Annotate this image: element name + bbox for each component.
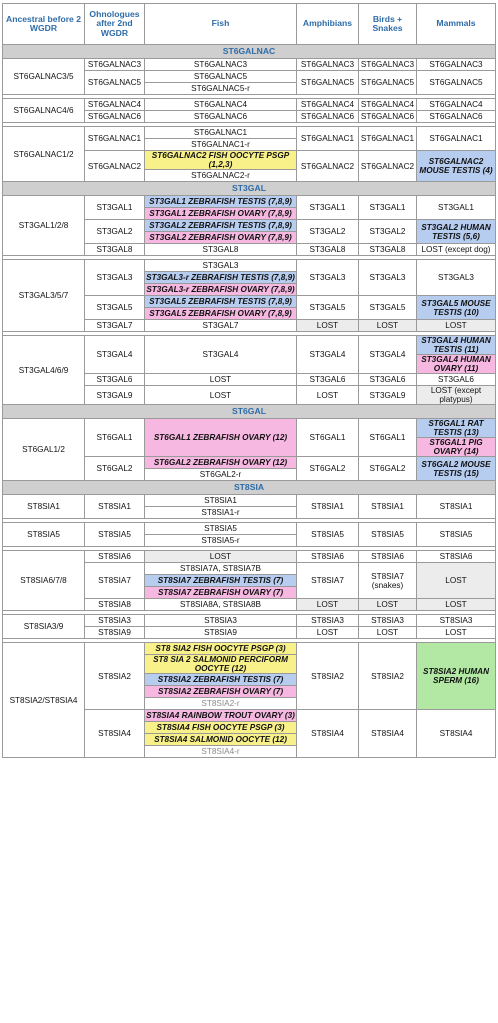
- mammal-cell: ST6GAL1 RAT TESTIS (13): [417, 419, 496, 438]
- bird-cell: ST3GAL4: [359, 336, 417, 374]
- fish-cell: ST8SIA1: [145, 495, 297, 507]
- bird-cell: ST8SIA4: [359, 710, 417, 758]
- ohnolog-cell: ST8SIA2: [85, 643, 145, 710]
- ohnolog-cell: ST3GAL2: [85, 220, 145, 244]
- section-row: [3, 405, 496, 419]
- header-birds-snakes: Birds + Snakes: [359, 4, 417, 45]
- fish-cell: ST8SIA9: [145, 627, 297, 639]
- fish-cell: ST3GAL2 ZEBRAFISH TESTIS (7,8,9): [145, 220, 297, 232]
- header-row: [3, 4, 496, 45]
- gene-table: [2, 3, 496, 758]
- fish-cell: ST8SIA3: [145, 615, 297, 627]
- table-row: [3, 615, 496, 627]
- amphibian-cell: ST3GAL4: [297, 336, 359, 374]
- mammal-cell: LOST (except platypus): [417, 386, 496, 405]
- ohnolog-cell: ST8SIA3: [85, 615, 145, 627]
- fish-cell: ST3GAL4: [145, 336, 297, 374]
- ohnolog-cell: ST6GALNAC5: [85, 71, 145, 95]
- fish-cell: ST8SIA4 RAINBOW TROUT OVARY (3): [146, 711, 295, 721]
- mammal-cell: ST8SIA5: [417, 523, 496, 547]
- amphibian-cell: ST3GAL1: [297, 196, 359, 220]
- fish-cell: LOST: [145, 551, 297, 563]
- bird-cell: ST8SIA5: [359, 523, 417, 547]
- fish-cell: ST3GAL2 ZEBRAFISH OVARY (7,8,9): [145, 232, 297, 244]
- bird-cell: LOST: [359, 627, 417, 639]
- bird-cell: ST6GALNAC1: [359, 127, 417, 151]
- section-row: [3, 45, 496, 59]
- ohnolog-cell: ST8SIA1: [85, 495, 145, 519]
- fish-cell: ST6GAL1 ZEBRAFISH OVARY (12): [145, 419, 297, 457]
- amphibian-cell: ST6GALNAC3: [297, 59, 359, 71]
- ohnolog-cell: ST8SIA4: [85, 710, 145, 758]
- fish-cell: ST8SIA7 ZEBRAFISH TESTIS (7): [145, 575, 297, 587]
- fish-cell: ST8SIA5: [145, 523, 297, 535]
- ohnolog-cell: ST6GAL2: [85, 457, 145, 481]
- amphibian-cell: ST6GAL1: [297, 419, 359, 457]
- bird-cell: ST6GALNAC6: [359, 111, 417, 123]
- ohnolog-cell: ST8SIA5: [85, 523, 145, 547]
- amphibian-cell: ST3GAL2: [297, 220, 359, 244]
- bird-cell: ST3GAL3: [359, 260, 417, 296]
- ohnolog-cell: ST3GAL8: [85, 244, 145, 256]
- fish-cell: ST3GAL5 ZEBRAFISH OVARY (7,8,9): [145, 308, 297, 320]
- mammal-cell: ST6GALNAC2 MOUSE TESTIS (4): [417, 151, 496, 182]
- bird-cell: ST3GAL2: [359, 220, 417, 244]
- amphibian-cell: ST3GAL5: [297, 296, 359, 320]
- fish-cell: ST8SIA4-r: [145, 746, 297, 758]
- fish-cell: ST8SIA8A, ST8SIA8B: [145, 599, 297, 611]
- ohnolog-cell: ST3GAL7: [85, 320, 145, 332]
- ohnolog-cell: ST6GALNAC4: [85, 99, 145, 111]
- amphibian-cell: ST8SIA5: [297, 523, 359, 547]
- fish-cell: ST8SIA2 ZEBRAFISH OVARY (7): [145, 686, 297, 698]
- mammal-cell: ST6GALNAC3: [417, 59, 496, 71]
- ohnolog-cell: ST3GAL4: [85, 336, 145, 374]
- fish-cell: ST8SIA7 ZEBRAFISH OVARY (7): [145, 587, 297, 599]
- ohnolog-cell: ST3GAL9: [85, 386, 145, 405]
- fish-cell: ST6GALNAC2 FISH OOCYTE PSGP (1,2,3): [145, 151, 297, 170]
- amphibian-cell: ST6GALNAC4: [297, 99, 359, 111]
- fish-cell: ST8 SIA2 FISH OOCYTE PSGP (3): [145, 643, 297, 655]
- section-title: ST6GAL: [3, 405, 496, 419]
- fish-cell: ST3GAL3-r ZEBRAFISH TESTIS (7,8,9): [146, 273, 295, 283]
- ohnolog-cell: ST8SIA7: [85, 563, 145, 599]
- fish-cell: ST8SIA4 FISH OOCYTE PSGP (3): [145, 722, 297, 734]
- ancestral-cell: ST3GAL3/5/7: [3, 260, 85, 332]
- table-row: [3, 99, 496, 111]
- table-row: [3, 551, 496, 563]
- fish-cell: ST8SIA1-r: [145, 507, 297, 519]
- mammal-cell: LOST: [417, 627, 496, 639]
- amphibian-cell: ST8SIA7: [297, 563, 359, 599]
- ancestral-cell: ST6GALNAC1/2: [3, 127, 85, 182]
- amphibian-cell: ST6GALNAC2: [297, 151, 359, 182]
- mammal-cell: ST8SIA1: [417, 495, 496, 519]
- mammal-cell: LOST (except dog): [417, 244, 496, 256]
- mammal-cell: ST6GALNAC1: [417, 127, 496, 151]
- fish-cell: LOST: [145, 386, 297, 405]
- bird-cell: ST6GALNAC3: [359, 59, 417, 71]
- amphibian-cell: ST6GALNAC5: [297, 71, 359, 95]
- mammal-cell: LOST: [417, 320, 496, 332]
- fish-cell: ST3GAL3-r ZEBRAFISH OVARY (7,8,9): [146, 285, 295, 295]
- section-title: ST8SIA: [3, 481, 496, 495]
- bird-cell: ST6GALNAC4: [359, 99, 417, 111]
- bird-cell: ST6GALNAC5: [359, 71, 417, 95]
- bird-cell: ST3GAL6: [359, 374, 417, 386]
- amphibian-cell: ST3GAL8: [297, 244, 359, 256]
- table-body: [3, 45, 496, 758]
- fish-cell: ST8SIA2-r: [145, 698, 297, 710]
- mammal-cell: ST8SIA3: [417, 615, 496, 627]
- fish-cell: ST3GAL8: [145, 244, 297, 256]
- ancestral-cell: ST6GAL1/2: [3, 419, 85, 481]
- bird-cell: ST8SIA7 (snakes): [359, 563, 417, 599]
- amphibian-cell: ST6GAL2: [297, 457, 359, 481]
- ohnolog-cell: ST6GALNAC6: [85, 111, 145, 123]
- mammal-cell: ST6GAL2 MOUSE TESTIS (15): [417, 457, 496, 481]
- fish-cell: ST6GALNAC1-r: [145, 139, 297, 151]
- ancestral-cell: ST8SIA5: [3, 523, 85, 547]
- bird-cell: ST3GAL5: [359, 296, 417, 320]
- fish-cell: ST3GAL1 ZEBRAFISH OVARY (7,8,9): [145, 208, 297, 220]
- ancestral-cell: ST6GALNAC4/6: [3, 99, 85, 123]
- mammal-cell: ST8SIA2 HUMAN SPERM (16): [417, 643, 496, 710]
- amphibian-cell: LOST: [297, 627, 359, 639]
- table-row: [3, 59, 496, 71]
- bird-cell: LOST: [359, 320, 417, 332]
- bird-cell: ST8SIA1: [359, 495, 417, 519]
- mammal-cell: LOST: [417, 563, 496, 599]
- header-ohnologues: Ohnologues after 2nd WGDR: [85, 4, 145, 45]
- ancestral-cell: ST3GAL4/6/9: [3, 336, 85, 405]
- ohnolog-cell: ST3GAL1: [85, 196, 145, 220]
- section-row: [3, 182, 496, 196]
- fish-cell: LOST: [145, 374, 297, 386]
- amphibian-cell: ST6GALNAC6: [297, 111, 359, 123]
- mammal-cell: ST3GAL3: [417, 260, 496, 296]
- mammal-cell: ST3GAL2 HUMAN TESTIS (5,6): [417, 220, 496, 244]
- ancestral-cell: ST8SIA1: [3, 495, 85, 519]
- fish-cell: ST6GAL2 ZEBRAFISH OVARY (12): [145, 457, 297, 469]
- mammal-cell: ST8SIA4: [417, 710, 496, 758]
- ohnolog-cell: ST6GALNAC1: [85, 127, 145, 151]
- header-amphibians: Amphibians: [297, 4, 359, 45]
- amphibian-cell: LOST: [297, 386, 359, 405]
- bird-cell: ST6GALNAC2: [359, 151, 417, 182]
- amphibian-cell: ST8SIA1: [297, 495, 359, 519]
- ohnolog-cell: ST3GAL5: [85, 296, 145, 320]
- fish-cell: ST3GAL3: [145, 260, 297, 272]
- fish-cell: ST6GALNAC3: [145, 59, 297, 71]
- amphibian-cell: LOST: [297, 599, 359, 611]
- bird-cell: ST3GAL1: [359, 196, 417, 220]
- section-title: ST6GALNAC: [3, 45, 496, 59]
- section-title: ST3GAL: [3, 182, 496, 196]
- ancestral-cell: ST8SIA3/9: [3, 615, 85, 639]
- bird-cell: ST8SIA6: [359, 551, 417, 563]
- mammal-cell: ST3GAL4 HUMAN TESTIS (11): [417, 336, 496, 355]
- fish-cell: ST3GAL7: [145, 320, 297, 332]
- ohnolog-cell: ST6GALNAC2: [85, 151, 145, 182]
- header-fish: Fish: [145, 4, 297, 45]
- bird-cell: ST3GAL9: [359, 386, 417, 405]
- mammal-cell: ST8SIA6: [417, 551, 496, 563]
- bird-cell: LOST: [359, 599, 417, 611]
- fish-cell: ST6GALNAC5-r: [145, 83, 297, 95]
- ohnolog-cell: ST3GAL3: [85, 260, 145, 296]
- ohnolog-cell: ST8SIA8: [85, 599, 145, 611]
- ohnolog-cell: ST3GAL6: [85, 374, 145, 386]
- fish-cell: ST8SIA7A, ST8SIA7B: [145, 563, 297, 575]
- bird-cell: ST6GAL2: [359, 457, 417, 481]
- mammal-cell: ST6GALNAC5: [417, 71, 496, 95]
- amphibian-cell: ST8SIA3: [297, 615, 359, 627]
- ancestral-cell: ST8SIA6/7/8: [3, 551, 85, 611]
- fish-cell: ST8SIA5-r: [145, 535, 297, 547]
- fish-cell: ST6GALNAC5: [145, 71, 297, 83]
- mammal-cell: ST3GAL1: [417, 196, 496, 220]
- fish-cell: ST6GALNAC1: [145, 127, 297, 139]
- fish-cell: ST8 SIA 2 SALMONID PERCIFORM OOCYTE (12): [145, 655, 297, 674]
- ohnolog-cell: ST8SIA9: [85, 627, 145, 639]
- mammal-cell: ST6GALNAC6: [417, 111, 496, 123]
- fish-cell: ST6GALNAC2-r: [145, 170, 297, 182]
- header-ancestral: Ancestral before 2 WGDR: [3, 4, 85, 45]
- fish-cell: ST8SIA4 SALMONID OOCYTE (12): [145, 734, 297, 746]
- header-mammals: Mammals: [417, 4, 496, 45]
- fish-cell: ST6GAL2-r: [145, 469, 297, 481]
- fish-cell: ST8SIA2 ZEBRAFISH TESTIS (7): [145, 674, 297, 686]
- ancestral-cell: ST6GALNAC3/5: [3, 59, 85, 95]
- mammal-cell: ST3GAL6: [417, 374, 496, 386]
- ohnolog-cell: ST6GAL1: [85, 419, 145, 457]
- amphibian-cell: ST8SIA4: [297, 710, 359, 758]
- amphibian-cell: ST6GALNAC1: [297, 127, 359, 151]
- mammal-cell: LOST: [417, 599, 496, 611]
- ancestral-cell: ST3GAL1/2/8: [3, 196, 85, 256]
- bird-cell: ST6GAL1: [359, 419, 417, 457]
- amphibian-cell: ST3GAL6: [297, 374, 359, 386]
- bird-cell: ST8SIA2: [359, 643, 417, 710]
- fish-cell: ST3GAL5 ZEBRAFISH TESTIS (7,8,9): [145, 296, 297, 308]
- ancestral-cell: ST8SIA2/ST8SIA4: [3, 643, 85, 758]
- ohnolog-cell: ST8SIA6: [85, 551, 145, 563]
- section-row: [3, 481, 496, 495]
- amphibian-cell: ST3GAL3: [297, 260, 359, 296]
- mammal-cell: ST3GAL5 MOUSE TESTIS (10): [417, 296, 496, 320]
- amphibian-cell: ST8SIA6: [297, 551, 359, 563]
- mammal-cell: ST6GALNAC4: [417, 99, 496, 111]
- bird-cell: ST8SIA3: [359, 615, 417, 627]
- bird-cell: ST3GAL8: [359, 244, 417, 256]
- mammal-cell: ST6GAL1 PIG OVARY (14): [417, 438, 496, 457]
- fish-cell: ST6GALNAC4: [145, 99, 297, 111]
- mammal-cell: ST3GAL4 HUMAN OVARY (11): [417, 355, 496, 374]
- fish-cell: ST6GALNAC6: [145, 111, 297, 123]
- amphibian-cell: ST8SIA2: [297, 643, 359, 710]
- amphibian-cell: LOST: [297, 320, 359, 332]
- fish-cell: ST3GAL1 ZEBRAFISH TESTIS (7,8,9): [145, 196, 297, 208]
- ohnolog-cell: ST6GALNAC3: [85, 59, 145, 71]
